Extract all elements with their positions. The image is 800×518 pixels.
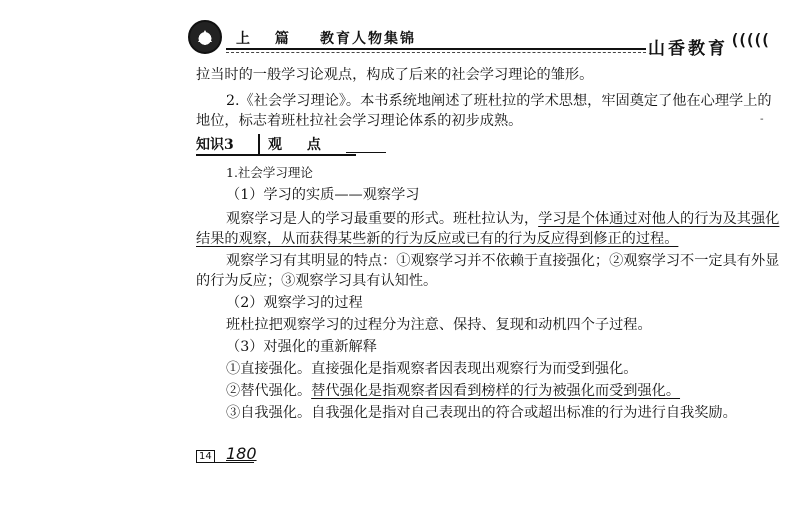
para1-plain: 观察学习是人的学习最重要的形式。班杜拉认为，	[226, 211, 539, 227]
subheading-2: （2）观察学习的过程	[226, 295, 363, 311]
section-label: 上 篇	[236, 31, 299, 47]
para1-line-a	[226, 210, 779, 228]
footer-mark: 14	[196, 450, 215, 463]
para1-line-b	[196, 230, 678, 248]
knowledge-title: 观 点	[268, 137, 331, 153]
item2-underlined: 替代强化是指观察者因看到榜样的行为被强化而受到强化。	[311, 383, 681, 399]
body-line-1: 拉当时的一般学习论观点，构成了后来的社会学习理论的雏形。	[196, 67, 594, 83]
item-vicarious-reinforcement	[226, 382, 680, 400]
header-rule	[226, 48, 646, 50]
publisher-logo-icon	[188, 20, 222, 54]
para2-line-b: 的行为反应；③观察学习具有认知性。	[196, 273, 438, 289]
footer-rule	[196, 462, 254, 463]
body-line-3: 地位，标志着班杜拉社会学习理论体系的初步成熟。	[196, 113, 523, 129]
item-direct-reinforcement: ①直接强化。直接强化是指观察者因表现出观察行为而受到强化。	[226, 361, 638, 377]
knowledge-divider	[258, 134, 260, 154]
subheading-1: （1）学习的实质——观察学习	[226, 187, 420, 203]
page-header	[0, 0, 800, 60]
brand-decoration: (((((	[730, 30, 769, 49]
para1-underlined-b: 结果的观察，从而获得某些新的行为反应或已有的行为反应得到修正的过程。	[196, 231, 679, 247]
body-line-2: 2.《社会学习理论》。本书系统地阐述了班杜拉的学术思想，牢固奠定了他在心理学上的	[226, 93, 772, 109]
knowledge-rule-ext	[346, 152, 386, 153]
para1-underlined-a: 学习是个体通过对他人的行为及其强化	[538, 211, 780, 227]
heading-social-learning: 1.社会学习理论	[226, 165, 313, 180]
header-rule-dashed	[226, 52, 646, 53]
section-title: 教育人物集锦	[320, 31, 416, 47]
para3: 班杜拉把观察学习的过程分为注意、保持、复现和动机四个子过程。	[226, 317, 652, 333]
item2-plain: ②替代强化。	[226, 383, 312, 399]
knowledge-label: 知识3	[196, 137, 234, 153]
brand-name: 山香教育	[648, 39, 728, 59]
knowledge-heading	[196, 134, 356, 156]
scan-mark: -	[760, 114, 764, 125]
subheading-3: （3）对强化的重新解释	[226, 339, 377, 355]
para2-line-a: 观察学习有其明显的特点：①观察学习并不依赖于直接强化；②观察学习不一定具有外显	[226, 253, 780, 269]
item-self-reinforcement: ③自我强化。自我强化是指对自己表现出的符合或超出标准的行为进行自我奖励。	[226, 405, 737, 421]
page-number: 180	[226, 444, 257, 463]
